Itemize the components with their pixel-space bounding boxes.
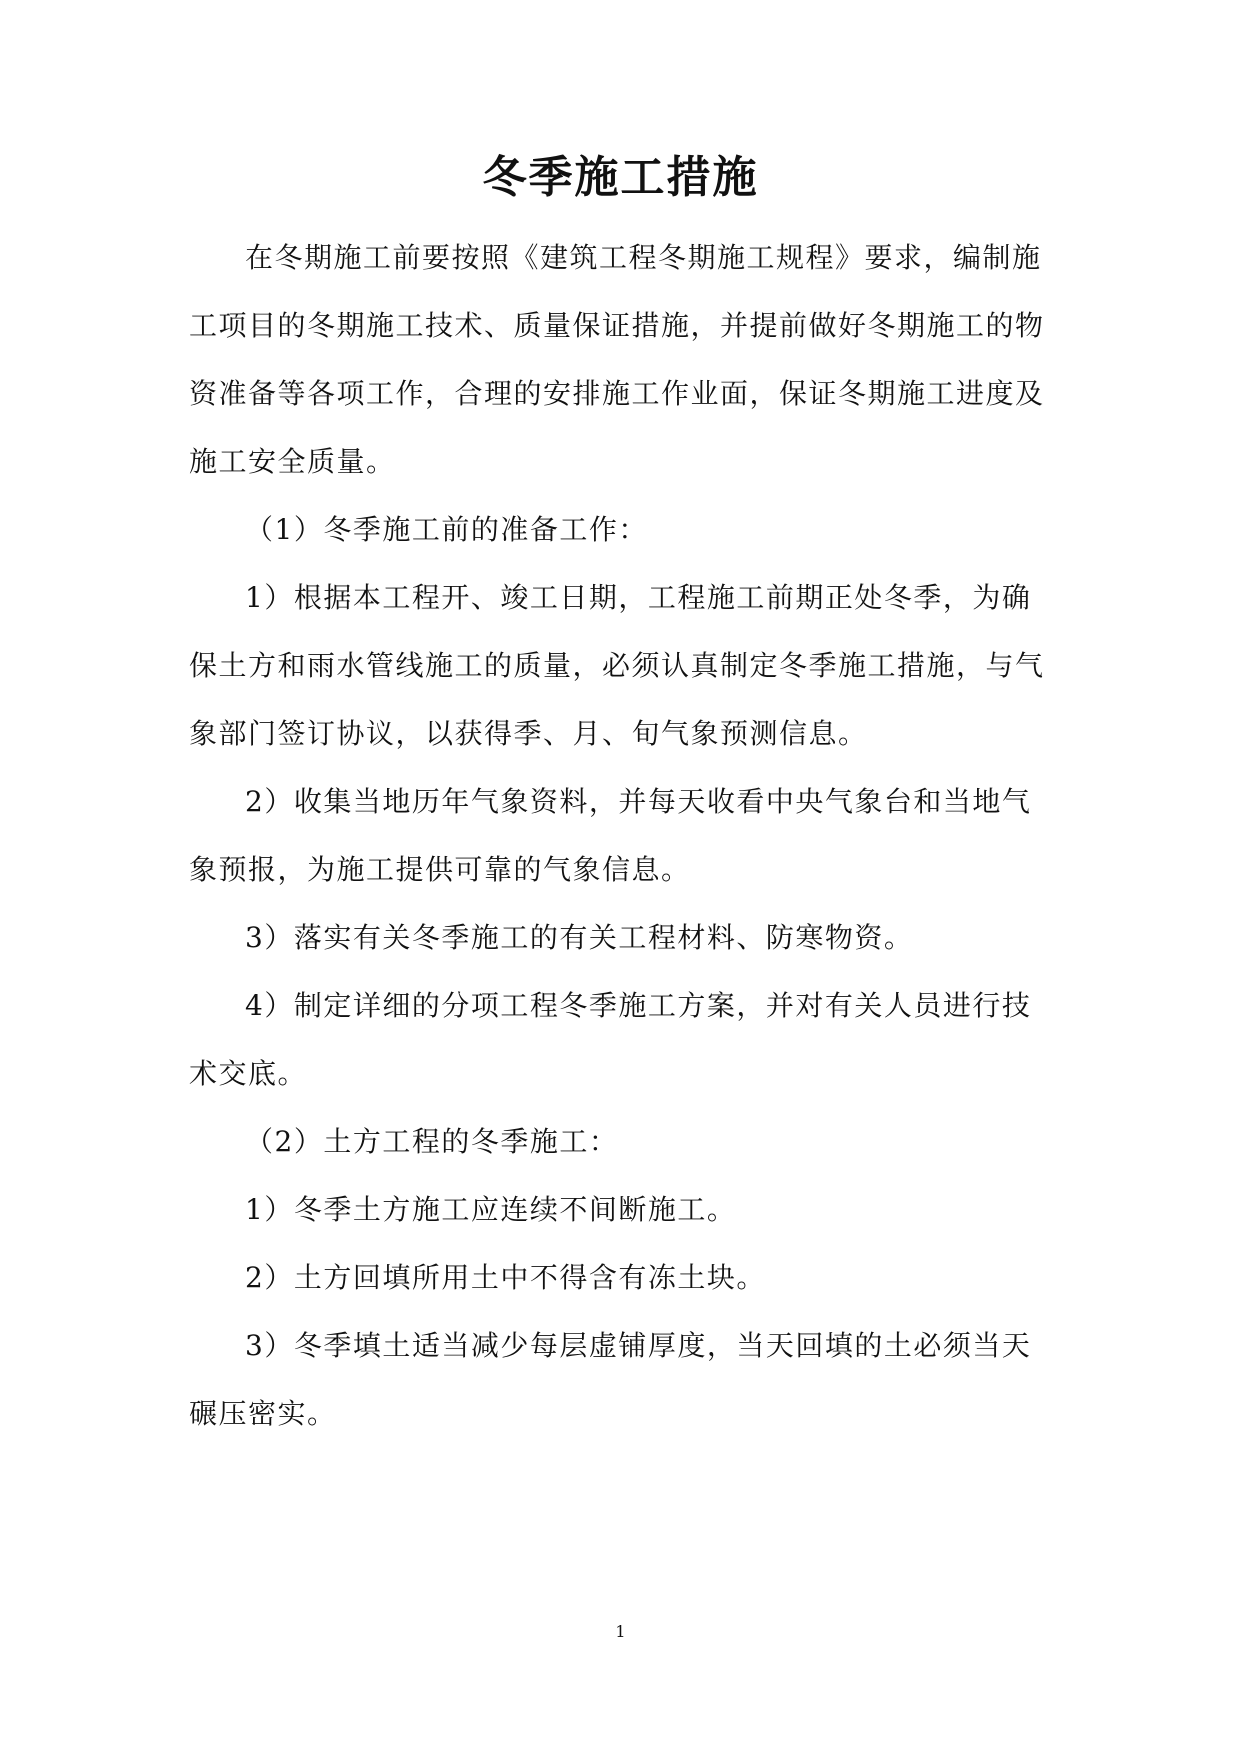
page-title: 冬季施工措施 [482,152,759,203]
section-heading-1: （1）冬季施工前的准备工作： [245,513,648,546]
list-item: 1）根据本工程开、竣工日期，工程施工前期正处冬季，为确保土方和雨水管线施工的质量，必须认真制定冬季施工措施，与气象部门签订协议，以获得季、月、旬气象预测信息。 [189,581,1045,750]
page-number: 1 [615,1622,626,1641]
list-item: 3）落实有关冬季施工的有关工程材料、防寒物资。 [245,921,914,954]
document-body [189,224,1053,1448]
list-item: 2）收集当地历年气象资料，并每天收看中央气象台和当地气象预报，为施工提供可靠的气象信息。 [189,785,1032,886]
section-heading-2: （2）土方工程的冬季施工： [245,1125,619,1158]
list-item: 3）冬季填土适当减少每层虚铺厚度，当天回填的土必须当天碾压密实。 [189,1329,1032,1430]
list-item: 2）土方回填所用土中不得含有冻土块。 [245,1261,766,1294]
list-item: 4）制定详细的分项工程冬季施工方案，并对有关人员进行技术交底。 [189,989,1032,1090]
paragraph-intro: 在冬期施工前要按照《建筑工程冬期施工规程》要求，编制施工项目的冬期施工技术、质量保证措施，并提前做好冬期施工的物资准备等各项工作，合理的安排施工作业面，保证冬期施工进度及施工安全质量。 [189,241,1045,478]
list-item: 1）冬季土方施工应连续不间断施工。 [245,1193,737,1226]
